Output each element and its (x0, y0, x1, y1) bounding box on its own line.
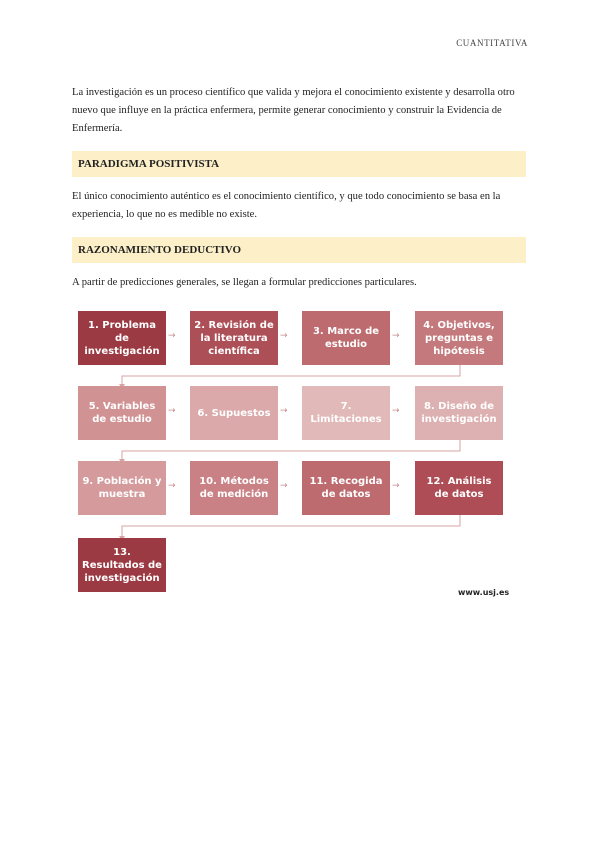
flow-arrow-icon: → (280, 481, 288, 491)
flow-arrow-icon: → (168, 331, 176, 341)
flow-step-13: 13. Resultados de investigación (78, 538, 166, 592)
flow-arrow-icon: → (392, 331, 400, 341)
section-text-paradigma: El único conocimiento auténtico es el conocimiento científico, y que todo conocimiento se basa en la experiencia, lo que no es medible no existe. (72, 191, 501, 220)
flow-step-9: 9. Población y muestra (78, 461, 166, 515)
flow-arrow-icon: → (168, 481, 176, 491)
flow-arrow-icon: → (168, 406, 176, 416)
flow-step-7: 7. Limitaciones (302, 386, 390, 440)
flow-arrow-icon: → (280, 406, 288, 416)
flow-step-1: 1. Problema de investigación (78, 311, 166, 365)
section-title-paradigma: PARADIGMA POSITIVISTA (72, 151, 526, 177)
section-text-razonamiento: A partir de predicciones generales, se llegan a formular predicciones particulares. (72, 277, 417, 288)
flow-step-5: 5. Variables de estudio (78, 386, 166, 440)
document-category-label: CUANTITATIVA (456, 38, 528, 48)
section-title-razonamiento: RAZONAMIENTO DEDUCTIVO (72, 237, 526, 263)
flow-step-8: 8. Diseño de investigación (415, 386, 503, 440)
flow-step-10: 10. Métodos de medición (190, 461, 278, 515)
flow-arrow-icon: → (392, 481, 400, 491)
flow-step-3: 3. Marco de estudio (302, 311, 390, 365)
flow-arrow-icon: → (392, 406, 400, 416)
flow-step-12: 12. Análisis de datos (415, 461, 503, 515)
intro-paragraph: La investigación es un proceso científico que valida y mejora el conocimiento existente y desarrolla otro nuevo que influye en la práctica enfermera, permite generar conocimiento y construir la Evidencia de Enfermería. (72, 87, 515, 134)
flow-step-6: 6. Supuestos (190, 386, 278, 440)
flow-step-4: 4. Objetivos, preguntas e hipótesis (415, 311, 503, 365)
flow-arrow-icon: → (280, 331, 288, 341)
flow-step-2: 2. Revisión de la literatura científica (190, 311, 278, 365)
footer-url: www.usj.es (458, 588, 510, 597)
flow-step-11: 11. Recogida de datos (302, 461, 390, 515)
